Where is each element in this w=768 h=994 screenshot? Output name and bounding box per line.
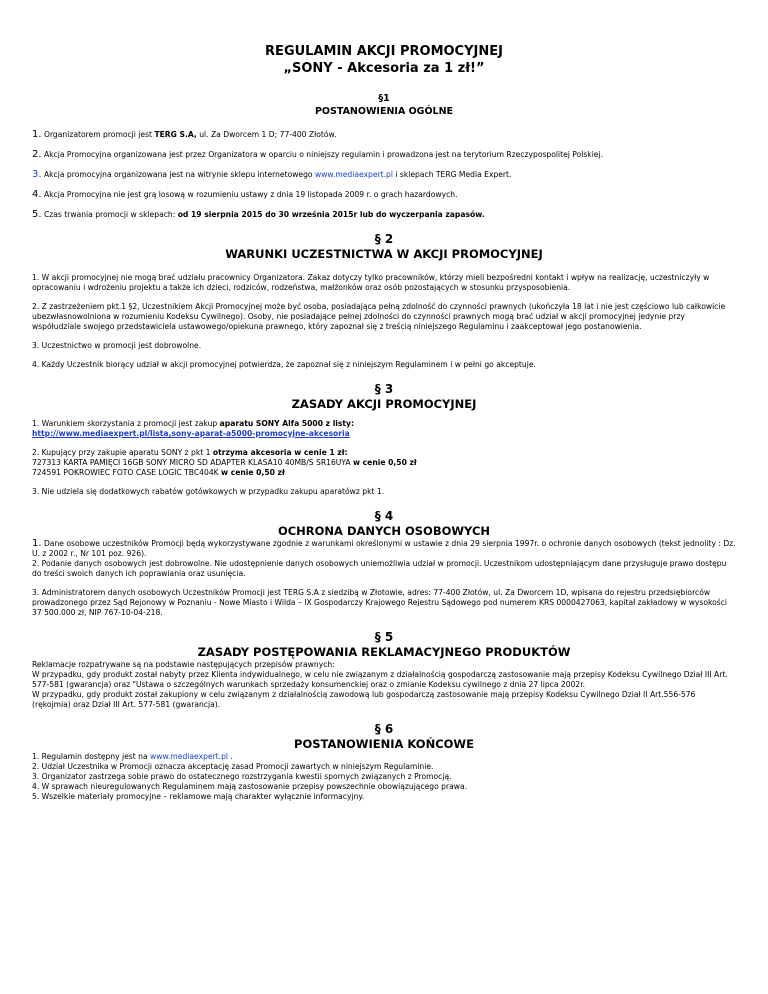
s1-item-4: 4. Akcja Promocyjna nie jest grą losową w rozumieniu ustawy z dnia 19 listopada 2009 r. o grach hazardowych. <box>32 189 458 200</box>
section-2-number: § 2 <box>374 232 394 246</box>
section-5-title: ZASADY POSTĘPOWANIA REKLAMACYJNEGO PRODUKTÓW <box>197 645 571 659</box>
s5-line-1: Reklamacje rozpatrywane są na podstawie następujących przepisów prawnych: <box>32 660 335 669</box>
mediaexpert-link-2[interactable]: www.mediaexpert.pl <box>150 752 228 761</box>
s2-para-1: 1. W akcji promocyjnej nie mogą brać udziału pracownicy Organizatora. Zakaz dotyczy tylko pracowników, którzy mieli bezpośredni kontakt i wpływ na realizację, uczestniczyły w opracowaniu i wdrożeniu projektu a także ich dzieci, rodziców, rodzeństwa, małżonków oraz osób pozostających w stosunku przysposobienia. <box>32 273 710 292</box>
s1-item-3: 3. Akcja promocyjna organizowana jest na witrynie sklepu internetowego www.mediaexpert.pl i sklepach TERG Media Expert. <box>32 169 512 180</box>
document-title: REGULAMIN AKCJI PROMOCYJNEJ <box>265 44 503 59</box>
section-2 <box>32 232 736 370</box>
s6-line-5: 5. Wszelkie materiały promocyjne – reklamowe mają charakter wyłącznie informacyjny. <box>32 792 365 801</box>
s3-para-2: 2. Kupujący przy zakupie aparatu SONY z pkt 1 otrzyma akcesoria w cenie 1 zł: 727313 KARTA PAMIĘCI 16GB SONY MICRO SD ADAPTER KLASA10 40MB/S SR16UYA w cenie 0,50 zł 724591 POKROWIEC FOTO CASE LOGIC TBC404K w cenie 0,50 zł <box>32 448 417 477</box>
s1-item-2: 2. Akcja Promocyjna organizowana jest przez Organizatora w oparciu o niniejszy regulamin i prowadzona jest na terytorium Rzeczypospolitej Polskiej. <box>32 149 604 160</box>
section-1-title: POSTANOWIENIA OGÓLNE <box>314 106 454 117</box>
section-2-title: WARUNKI UCZESTNICTWA W AKCJI PROMOCYJNEJ <box>225 247 543 261</box>
s4-para-2: 2. Podanie danych osobowych jest dobrowolne. Nie udostępnienie danych osobowych uniemożliwia udział w promocji. Uczestnikom udostępniającym dane przysługuje prawo dostępu do treści swoich danych ich poprawiania oraz usunięcia. <box>32 559 727 578</box>
s6-line-4: 4. W sprawach nieuregulowanych Regulaminem mają zastosowanie przepisy powszechnie obowiązującego prawa. <box>32 782 468 791</box>
s2-para-4: 4. Każdy Uczestnik biorący udział w akcji promocyjnej potwierdza, że zapoznał się z niniejszym Regulaminem i w pełni go akceptuje. <box>32 360 536 369</box>
document-header <box>32 0 736 77</box>
document-subtitle: „SONY - Akcesoria za 1 zł!” <box>283 61 485 76</box>
section-4-number: § 4 <box>374 509 394 523</box>
section-5-number: § 5 <box>374 630 394 644</box>
s3-para-3: 3. Nie udziela się dodatkowych rabatów gotówkowych w przypadku zakupu aparatówz pkt 1. <box>32 487 385 496</box>
s5-line-2: W przypadku, gdy produkt został nabyty przez Klienta indywidualnego, w celu nie związanym z działalnością gospodarczą zastosowanie mają przepisy Kodeksu Cywilnego Dział III Art. 577-581 (gwarancja) oraz "Ustawa o szczególnych warunkach sprzedaży konsumenckiej oraz o zmianie Kodeksu cywilnego z dnia 27 lipca 2002r. <box>32 670 728 689</box>
section-3-title: ZASADY AKCJI PROMOCYJNEJ <box>291 397 477 411</box>
section-4-title: OCHRONA DANYCH OSOBOWYCH <box>277 524 491 538</box>
section-1-number: §1 <box>378 93 390 104</box>
mediaexpert-link[interactable]: www.mediaexpert.pl <box>315 170 393 179</box>
s2-para-3: 3. Uczestnictwo w promocji jest dobrowolne. <box>32 341 202 350</box>
section-1 <box>32 93 736 220</box>
s6-line-3: 3. Organizator zastrzega sobie prawo do ostatecznego rozstrzygania kwestii spornych związanych z Promocją. <box>32 772 452 781</box>
s3-para-1: 1. Warunkiem skorzystania z promocji jest zakup aparatu SONY Alfa 5000 z listy: http://www.mediaexpert.pl/lista,sony-aparat-a5000-promocyjne-akcesoria <box>32 419 355 438</box>
section-6-title: POSTANOWIENIA KOŃCOWE <box>294 737 474 751</box>
section-5 <box>32 630 736 710</box>
section-6 <box>32 722 736 802</box>
s1-item-5: 5. Czas trwania promocji w sklepach: od 19 sierpnia 2015 do 30 września 2015r lub do wyczerpania zapasów. <box>32 209 485 220</box>
promo-list-link[interactable]: http://www.mediaexpert.pl/lista,sony-aparat-a5000-promocyjne-akcesoria <box>32 429 350 438</box>
section-3 <box>32 382 736 497</box>
section-4 <box>32 509 736 618</box>
section-3-number: § 3 <box>374 382 394 396</box>
section-6-number: § 6 <box>374 722 394 736</box>
s5-line-3: W przypadku, gdy produkt został zakupiony w celu związanym z działalnością zawodową lub gospodarczą zastosowanie mają przepisy Kodeksu Cywilnego Dział II Art.556-576 (rękojmia) oraz Dział III Art. 577-581 (gwarancja). <box>32 690 696 709</box>
s6-line-1: 1. Regulamin dostępny jest na www.mediaexpert.pl . <box>32 752 233 761</box>
s4-para-1: 1. Dane osobowe uczestników Promocji będą wykorzystywane zgodnie z warunkami określonymi w ustawie z dnia 29 sierpnia 1997r. o ochronie danych osobowych (tekst jednolity : Dz. U. z 2002 r., Nr 101 poz. 926). <box>32 538 736 558</box>
s6-line-2: 2. Udział Uczestnika w Promocji oznacza akceptację zasad Promocji zawartych w niniejszym Regulaminie. <box>32 762 434 771</box>
s1-item-1: 1. Organizatorem promocji jest TERG S.A, ul. Za Dworcem 1 D; 77-400 Złotów. <box>32 129 337 140</box>
s4-para-3: 3. Administratorem danych osobowych Uczestników Promocji jest TERG S.A z siedzibą w Złotowie, adres: 77-400 Złotów, ul. Za Dworcem 1D, wpisana do rejestru przedsiębiorców prowadzonego przez Sąd Rejonowy w Poznaniu - Nowe Miasto i Wilda – IX Gospodarczy Krajowego Rejestru Sądowego pod numerem KRS 0000427063, kapitał zakładowy w wysokości 37 500.000 zł, NIP 767-10-04-218. <box>32 588 728 617</box>
s2-para-2: 2. Z zastrzeżeniem pkt.1 §2, Uczestnikiem Akcji Promocyjnej może być osoba, posiadająca pełną zdolność do czynności prawnych (ukończyła 18 lat i nie jest częściowo lub całkowicie ubezwłasnowolniona w rozumieniu Kodeksu Cywilnego). Osoby, nie posiadające pełnej zdolności do czynności prawnych mogą brać udział w akcji promocyjnej jedynie przy współudziale swojego przedstawiciela ustawowego/opiekuna prawnego, który zapoznał się z treścią niniejszego Regulaminu i zaakceptował jego postanowienia. <box>32 302 726 331</box>
